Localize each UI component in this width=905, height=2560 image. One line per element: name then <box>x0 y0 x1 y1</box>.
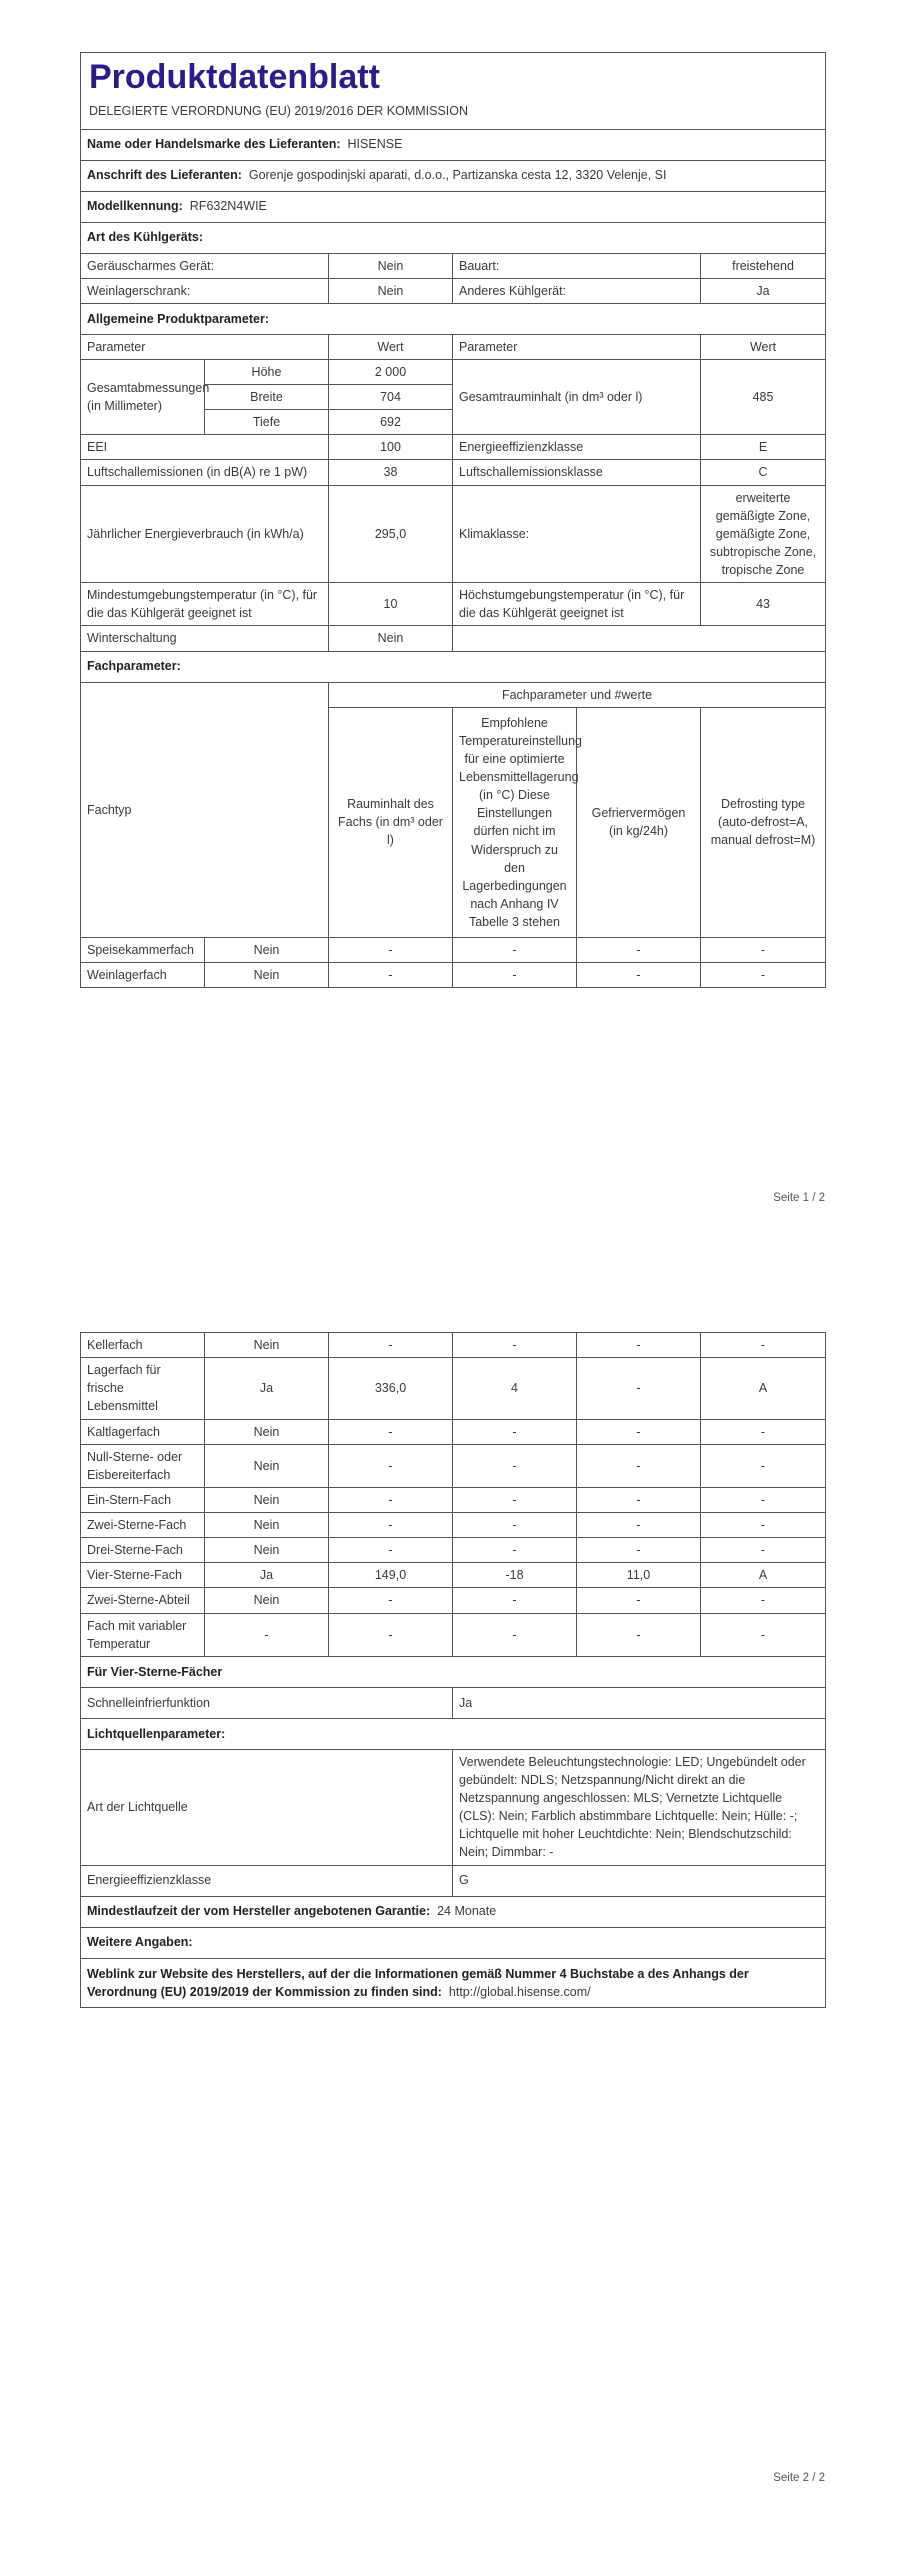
fach-present: Nein <box>205 1333 329 1358</box>
fach-present: Ja <box>205 1358 329 1419</box>
page-number-1: Seite 1 / 2 <box>773 1192 825 1204</box>
fach-temp: - <box>453 1613 577 1656</box>
winter-value: Nein <box>329 626 453 651</box>
noise-label: Luftschallemissionen (in dB(A) re 1 pW) <box>81 460 329 485</box>
other-appliance-label: Anderes Kühlgerät: <box>453 278 701 303</box>
min-temp-label: Mindestumgebungstemperatur (in °C), für die das Kühlgerät geeignet ist <box>81 583 329 626</box>
light-class-label: Energieeffizienzklasse <box>81 1865 453 1896</box>
fach-freeze: - <box>577 1333 701 1358</box>
height-label: Höhe <box>205 359 329 384</box>
datasheet-table-page-1 <box>80 52 826 988</box>
design-label: Bauart: <box>453 253 701 278</box>
eei-label: EEI <box>81 435 329 460</box>
fach-vol: - <box>329 1613 453 1656</box>
fach-defrost: - <box>701 1419 826 1444</box>
fach-present: - <box>205 1613 329 1656</box>
fach-name: Null-Sterne- oder Eisbereiterfach <box>81 1444 205 1487</box>
col-volume-header: Rauminhalt des Fachs (in dm³ oder l) <box>329 707 453 938</box>
fach-present: Nein <box>205 963 329 988</box>
page-title: Produktdatenblatt <box>89 58 380 96</box>
fach-defrost: - <box>701 1333 826 1358</box>
fach-temp: - <box>453 1444 577 1487</box>
fach-defrost: A <box>701 1358 826 1419</box>
fach-temp: - <box>453 1487 577 1512</box>
table-row <box>81 1513 826 1538</box>
regulation-subtitle: DELEGIERTE VERORDNUNG (EU) 2019/2016 DER KOMMISSION <box>89 104 469 119</box>
fach-defrost: - <box>701 1513 826 1538</box>
fach-name: Drei-Sterne-Fach <box>81 1538 205 1563</box>
width-label: Breite <box>205 385 329 410</box>
title-block <box>81 53 826 130</box>
depth-label: Tiefe <box>205 410 329 435</box>
fach-volume: - <box>329 938 453 963</box>
table-row <box>81 938 826 963</box>
fach-name: Zwei-Sterne-Fach <box>81 1513 205 1538</box>
fach-present: Nein <box>205 938 329 963</box>
address-value: Gorenje gospodinjski aparati, d.o.o., Partizanska cesta 12, 3320 Velenje, SI <box>248 168 667 183</box>
fach-temp: - <box>453 938 577 963</box>
fach-freeze: - <box>577 1444 701 1487</box>
fach-freeze: - <box>577 1588 701 1613</box>
warranty-label: Mindestlaufzeit der vom Hersteller angebotenen Garantie: <box>87 1904 431 1919</box>
weblink-row <box>81 1958 826 2007</box>
annual-energy-value: 295,0 <box>329 485 453 583</box>
type-heading: Art des Kühlgeräts: <box>81 222 826 253</box>
light-heading: Lichtquellenparameter: <box>81 1718 826 1749</box>
fach-temp: - <box>453 1333 577 1358</box>
annual-energy-label: Jährlicher Energieverbrauch (in kWh/a) <box>81 485 329 583</box>
model-row <box>81 191 826 222</box>
fach-defrost: A <box>701 1563 826 1588</box>
height-value: 2 000 <box>329 359 453 384</box>
fach-present: Nein <box>205 1419 329 1444</box>
climate-class-label: Klimaklasse: <box>453 485 701 583</box>
eei-value: 100 <box>329 435 453 460</box>
max-temp-label: Höchstumgebungstemperatur (in °C), für die das Kühlgerät geeignet ist <box>453 583 701 626</box>
table-row <box>81 963 826 988</box>
fach-vol: - <box>329 1444 453 1487</box>
fach-present: Nein <box>205 1538 329 1563</box>
col-freeze-header: Gefriervermögen (in kg/24h) <box>577 707 701 938</box>
gp-header-value-right: Wert <box>701 334 826 359</box>
table-row <box>81 1358 826 1419</box>
fach-present: Ja <box>205 1563 329 1588</box>
fach-name: Lagerfach für frische Lebensmittel <box>81 1358 205 1419</box>
page-2 <box>80 1332 826 2008</box>
fach-defrost: - <box>701 1588 826 1613</box>
table-row <box>81 1333 826 1358</box>
fach-freeze: - <box>577 1358 701 1419</box>
quick-freeze-label: Schnelleinfrierfunktion <box>81 1687 453 1718</box>
table-row <box>81 1613 826 1656</box>
gp-header-param-right: Parameter <box>453 334 701 359</box>
fach-vol: - <box>329 1513 453 1538</box>
fach-vol: - <box>329 1588 453 1613</box>
energy-class-label: Energieeffizienzklasse <box>453 435 701 460</box>
light-type-label: Art der Lichtquelle <box>81 1749 453 1865</box>
fach-vol: - <box>329 1419 453 1444</box>
fach-freeze: - <box>577 938 701 963</box>
fach-present: Nein <box>205 1588 329 1613</box>
total-volume-label: Gesamtrauminhalt (in dm³ oder l) <box>453 359 701 434</box>
total-volume-value: 485 <box>701 359 826 434</box>
supplier-label: Name oder Handelsmarke des Lieferanten: <box>87 137 341 152</box>
fach-freeze: 11,0 <box>577 1563 701 1588</box>
fach-temp: - <box>453 1588 577 1613</box>
address-row <box>81 160 826 191</box>
fach-name: Zwei-Sterne-Abteil <box>81 1588 205 1613</box>
fach-vol: - <box>329 1333 453 1358</box>
fach-name: Speisekammerfach <box>81 938 205 963</box>
wine-cabinet-label: Weinlagerschrank: <box>81 278 329 303</box>
quick-freeze-value: Ja <box>453 1687 826 1718</box>
fach-temp: - <box>453 1538 577 1563</box>
fach-vol: 149,0 <box>329 1563 453 1588</box>
page-number-2: Seite 2 / 2 <box>773 2472 825 2484</box>
width-value: 704 <box>329 385 453 410</box>
energy-class-value: E <box>701 435 826 460</box>
fach-defrost: - <box>701 1613 826 1656</box>
fach-temp: - <box>453 963 577 988</box>
fach-present: Nein <box>205 1487 329 1512</box>
fach-present: Nein <box>205 1513 329 1538</box>
fach-defrost: - <box>701 963 826 988</box>
winter-label: Winterschaltung <box>81 626 329 651</box>
fach-freeze: - <box>577 1487 701 1512</box>
fach-heading: Fachparameter: <box>81 651 826 682</box>
warranty-value: 24 Monate <box>437 1904 497 1919</box>
fachtyp-header: Fachtyp <box>81 682 329 938</box>
warranty-row <box>81 1896 826 1927</box>
low-noise-label: Geräuscharmes Gerät: <box>81 253 329 278</box>
depth-value: 692 <box>329 410 453 435</box>
gp-header-param-left: Parameter <box>81 334 329 359</box>
fach-name: Fach mit variabler Temperatur <box>81 1613 205 1656</box>
low-noise-value: Nein <box>329 253 453 278</box>
gp-header-value-left: Wert <box>329 334 453 359</box>
design-value: freistehend <box>701 253 826 278</box>
col-defrost-header: Defrosting type (auto-defrost=A, manual defrost=M) <box>701 707 826 938</box>
noise-class-label: Luftschallemissionsklasse <box>453 460 701 485</box>
table-row <box>81 1538 826 1563</box>
fach-volume: - <box>329 963 453 988</box>
more-heading: Weitere Angaben: <box>81 1927 826 1958</box>
general-heading: Allgemeine Produktparameter: <box>81 303 826 334</box>
wine-cabinet-value: Nein <box>329 278 453 303</box>
winter-empty-cell <box>453 626 826 651</box>
supplier-row <box>81 129 826 160</box>
fach-params-group-header: Fachparameter und #werte <box>329 682 826 707</box>
fach-defrost: - <box>701 1487 826 1512</box>
fach-freeze: - <box>577 1538 701 1563</box>
model-label: Modellkennung: <box>87 199 183 214</box>
fach-name: Vier-Sterne-Fach <box>81 1563 205 1588</box>
address-label: Anschrift des Lieferanten: <box>87 168 242 183</box>
fach-temp: 4 <box>453 1358 577 1419</box>
dimensions-label: Gesamtabmessungen (in Millimeter) <box>81 359 205 434</box>
fach-vol: - <box>329 1487 453 1512</box>
fach-defrost: - <box>701 1538 826 1563</box>
fach-name: Kaltlagerfach <box>81 1419 205 1444</box>
weblink-value: http://global.hisense.com/ <box>448 1984 591 1999</box>
datasheet-table-page-2 <box>80 1332 826 2008</box>
supplier-value: HISENSE <box>347 137 403 152</box>
fach-name: Ein-Stern-Fach <box>81 1487 205 1512</box>
fach-freeze: - <box>577 1419 701 1444</box>
fach-name: Kellerfach <box>81 1333 205 1358</box>
fach-defrost: - <box>701 1444 826 1487</box>
fach-vol: 336,0 <box>329 1358 453 1419</box>
table-row <box>81 1588 826 1613</box>
light-class-value: G <box>453 1865 826 1896</box>
table-row <box>81 1444 826 1487</box>
max-temp-value: 43 <box>701 583 826 626</box>
climate-class-value: erweiterte gemäßigte Zone, gemäßigte Zone, subtropische Zone, tropische Zone <box>701 485 826 583</box>
table-row <box>81 1487 826 1512</box>
weblink-label: Weblink zur Website des Herstellers, auf der die Informationen gemäß Nummer 4 Buchstabe a des Anhangs der Verordnung (EU) 2019/2019 der Kommission zu finden sind: <box>87 1966 749 1999</box>
other-appliance-value: Ja <box>701 278 826 303</box>
fach-present: Nein <box>205 1444 329 1487</box>
four-star-heading: Für Vier-Sterne-Fächer <box>81 1656 826 1687</box>
page-1 <box>80 52 826 988</box>
fach-freeze: - <box>577 1513 701 1538</box>
fach-vol: - <box>329 1538 453 1563</box>
fach-defrost: - <box>701 938 826 963</box>
min-temp-value: 10 <box>329 583 453 626</box>
fach-name: Weinlagerfach <box>81 963 205 988</box>
col-temp-header: Empfohlene Temperatureinstellung für eine optimierte Lebensmittellagerung (in °C) Diese Einstellungen dürfen nicht im Widerspruch zu den Lagerbedingungen nach Anhang IV Tabelle 3 stehen <box>453 707 577 938</box>
fach-freeze: - <box>577 1613 701 1656</box>
light-type-value: Verwendete Beleuchtungstechnologie: LED; Ungebündelt oder gebündelt: NDLS; Netzspannung/Nicht direkt an die Netzspannung angeschlossen: MLS; Vernetzte Lichtquelle (CLS): Nein; Farblich abstimmbare Lichtquelle: Nein; Hülle: -; Lichtquelle mit hoher Leuchtdichte: Nein; Blendschutzschild: Nein; Dimmbar: - <box>453 1749 826 1865</box>
fach-temp: -18 <box>453 1563 577 1588</box>
fach-temp: - <box>453 1419 577 1444</box>
fach-temp: - <box>453 1513 577 1538</box>
fach-freeze: - <box>577 963 701 988</box>
table-row <box>81 1563 826 1588</box>
noise-class-value: C <box>701 460 826 485</box>
model-value: RF632N4WIE <box>189 199 267 214</box>
table-row <box>81 1419 826 1444</box>
noise-value: 38 <box>329 460 453 485</box>
